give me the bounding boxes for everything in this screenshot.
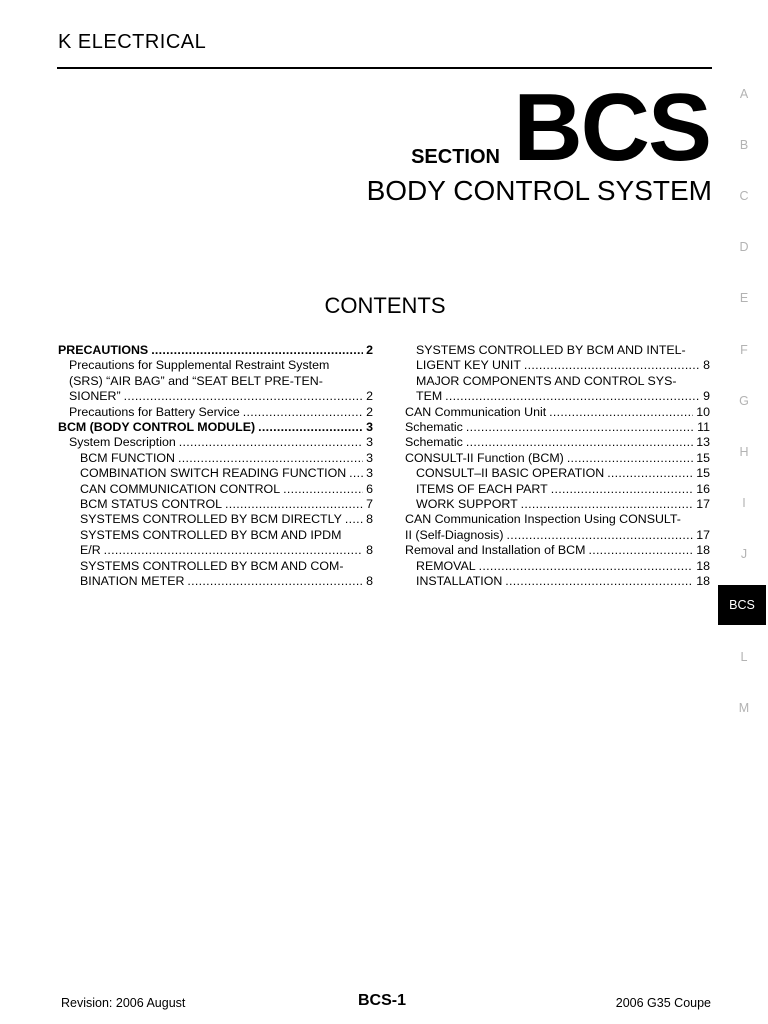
toc-entry-label: Schematic	[405, 420, 463, 435]
toc-entry[interactable]	[405, 466, 710, 481]
header-rule	[57, 67, 712, 69]
toc-entry-label: MAJOR COMPONENTS AND CONTROL SYS-	[416, 373, 677, 388]
toc-page-number: 11	[697, 420, 710, 435]
toc-leader-dots	[506, 528, 693, 543]
footer-model: 2006 G35 Coupe	[615, 996, 711, 1010]
toc-entry[interactable]	[405, 497, 710, 512]
toc-entry[interactable]	[405, 358, 710, 373]
toc-entry-label: INSTALLATION	[416, 574, 503, 589]
toc-continuation-line	[405, 512, 710, 527]
toc-leader-dots	[466, 435, 693, 450]
toc-leader-dots	[466, 420, 694, 435]
section-tab-c[interactable]: C	[739, 189, 749, 203]
toc-leader-dots	[549, 405, 693, 420]
toc-page-number: 6	[366, 481, 373, 496]
toc-entry-label: CAN Communication Unit	[405, 404, 547, 419]
toc-entry-label: BCM STATUS CONTROL	[80, 497, 223, 512]
toc-entry-label: REMOVAL	[416, 558, 476, 573]
toc-entry[interactable]	[405, 405, 710, 420]
toc-page-number: 8	[703, 358, 710, 373]
toc-entry[interactable]	[58, 543, 373, 558]
header-title: K ELECTRICAL	[58, 31, 207, 53]
toc-continuation-line	[405, 343, 710, 358]
toc-entry[interactable]	[58, 405, 373, 420]
toc-leader-dots	[345, 512, 363, 527]
toc-entry[interactable]	[405, 435, 710, 450]
toc-leader-dots	[505, 574, 693, 589]
toc-entry[interactable]	[405, 420, 710, 435]
toc-entry-label: SYSTEMS CONTROLLED BY BCM AND COM-	[80, 558, 344, 573]
toc-entry-label: ITEMS OF EACH PART	[416, 481, 548, 496]
toc-page-number: 13	[696, 435, 710, 450]
toc-continuation-line	[58, 528, 373, 543]
toc-entry[interactable]	[58, 497, 373, 512]
toc-entry-label: E/R	[80, 543, 101, 558]
toc-entry-label: SYSTEMS CONTROLLED BY BCM DIRECTLY	[80, 512, 342, 527]
toc-page-number: 15	[696, 466, 710, 481]
toc-entry-label: System Description	[69, 435, 176, 450]
toc-left-column	[58, 343, 373, 590]
section-tab-j[interactable]: J	[740, 547, 748, 561]
section-tab-h[interactable]: H	[739, 445, 749, 459]
toc-entry[interactable]	[405, 559, 710, 574]
toc-entry-label: II (Self-Diagnosis)	[405, 527, 504, 542]
toc-leader-dots	[178, 451, 363, 466]
toc-leader-dots	[151, 343, 363, 358]
toc-leader-dots	[588, 543, 693, 558]
toc-leader-dots	[524, 358, 700, 373]
toc-entry-label: PRECAUTIONS	[58, 343, 149, 357]
toc-entry-label: Precautions for Battery Service	[69, 404, 240, 419]
toc-entry-label: SYSTEMS CONTROLLED BY BCM AND IPDM	[80, 527, 342, 542]
toc-page-number: 18	[696, 574, 710, 589]
toc-entry[interactable]	[405, 389, 710, 404]
toc-entry-label: BCM FUNCTION	[80, 450, 175, 465]
section-tab-a[interactable]: A	[739, 87, 749, 101]
toc-entry-label: SIONER”	[69, 389, 121, 404]
toc-page-number: 2	[366, 404, 373, 419]
toc-entry-label: WORK SUPPORT	[416, 497, 518, 512]
toc-leader-dots	[104, 543, 363, 558]
toc-entry[interactable]	[58, 574, 373, 589]
toc-page-number: 18	[696, 543, 710, 558]
toc-page-number: 3	[366, 466, 373, 481]
toc-leader-dots	[179, 435, 363, 450]
toc-page-number: 10	[696, 404, 710, 419]
section-label: SECTION	[411, 146, 500, 168]
toc-entry[interactable]	[58, 512, 373, 527]
toc-continuation-line	[58, 559, 373, 574]
toc-page-number: 3	[366, 450, 373, 465]
toc-entry[interactable]	[58, 435, 373, 450]
toc-page-number: 15	[696, 450, 710, 465]
toc-leader-dots	[225, 497, 363, 512]
toc-leader-dots	[349, 466, 363, 481]
toc-page-number: 18	[696, 558, 710, 573]
toc-entry[interactable]	[405, 543, 710, 558]
toc-continuation-line	[405, 374, 710, 389]
toc-leader-dots	[479, 559, 694, 574]
section-tab-f[interactable]: F	[740, 343, 748, 357]
toc-page-number: 8	[366, 543, 373, 558]
toc-right-column	[405, 343, 710, 590]
toc-leader-dots	[243, 405, 363, 420]
toc-page-number: 3	[366, 435, 373, 450]
toc-continuation-line	[58, 358, 373, 373]
section-tab-i[interactable]: I	[742, 496, 746, 510]
section-tab-e[interactable]: E	[739, 291, 749, 305]
toc-entry[interactable]	[405, 528, 710, 543]
contents-heading: CONTENTS	[324, 293, 446, 318]
toc-entry-label: CAN COMMUNICATION CONTROL	[80, 481, 281, 496]
toc-leader-dots	[551, 482, 693, 497]
toc-entry-label: BCM (BODY CONTROL MODULE)	[58, 420, 256, 435]
toc-entry-label: (SRS) “AIR BAG” and “SEAT BELT PRE-TEN-	[69, 373, 323, 388]
toc-page-number: 3	[366, 420, 373, 435]
toc-entry-label: CAN Communication Inspection Using CONSULT-	[405, 512, 681, 527]
section-tab-g[interactable]: G	[739, 394, 749, 408]
toc-page-number: 17	[696, 527, 710, 542]
toc-page-number: 17	[696, 497, 710, 512]
toc-leader-dots	[124, 389, 363, 404]
toc-entry[interactable]	[405, 482, 710, 497]
toc-page-number: 9	[703, 389, 710, 404]
toc-continuation-line	[58, 374, 373, 389]
toc-leader-dots	[607, 466, 693, 481]
toc-entry-label: LIGENT KEY UNIT	[416, 358, 521, 373]
section-code: BCS	[513, 74, 710, 181]
toc-leader-dots	[567, 451, 693, 466]
toc-entry-label: SYSTEMS CONTROLLED BY BCM AND INTEL-	[416, 343, 686, 357]
toc-entry[interactable]	[58, 466, 373, 481]
toc-entry[interactable]	[58, 482, 373, 497]
toc-entry[interactable]	[58, 343, 373, 358]
toc-entry[interactable]	[405, 574, 710, 589]
toc-entry-label: TEM	[416, 389, 443, 404]
toc-page-number: 7	[366, 497, 373, 512]
toc-page-number: 8	[366, 512, 373, 527]
toc-page-number: 16	[696, 481, 710, 496]
toc-entry-label: CONSULT-II Function (BCM)	[405, 450, 564, 465]
toc-page-number: 2	[366, 389, 373, 404]
section-tab-d[interactable]: D	[739, 240, 749, 254]
section-tab-l[interactable]: L	[740, 650, 748, 664]
section-name: BODY CONTROL SYSTEM	[366, 175, 712, 206]
toc-entry-label: Schematic	[405, 435, 463, 450]
toc-leader-dots	[258, 420, 363, 435]
toc-entry[interactable]	[405, 451, 710, 466]
toc-entry-label: COMBINATION SWITCH READING FUNCTION	[80, 466, 347, 481]
toc-leader-dots	[283, 482, 363, 497]
footer-revision: Revision: 2006 August	[61, 996, 186, 1010]
toc-page-number: 2	[366, 343, 373, 357]
toc-leader-dots	[187, 574, 363, 589]
toc-entry-label: Precautions for Supplemental Restraint System	[69, 358, 330, 373]
toc-entry[interactable]	[58, 451, 373, 466]
section-tab-bcs[interactable]: BCS	[718, 585, 766, 625]
toc-entry[interactable]	[58, 389, 373, 404]
toc-entry[interactable]	[58, 420, 373, 435]
toc-leader-dots	[445, 389, 700, 404]
toc-page-number: 8	[366, 574, 373, 589]
toc-entry-label: CONSULT–II BASIC OPERATION	[416, 466, 605, 481]
toc-entry-label: Removal and Installation of BCM	[405, 543, 586, 558]
footer-page-code: BCS-1	[358, 992, 407, 1009]
section-tab-m[interactable]: M	[738, 701, 750, 715]
toc-leader-dots	[521, 497, 694, 512]
toc-entry-label: BINATION METER	[80, 574, 185, 589]
section-tab-b[interactable]: B	[739, 138, 749, 152]
